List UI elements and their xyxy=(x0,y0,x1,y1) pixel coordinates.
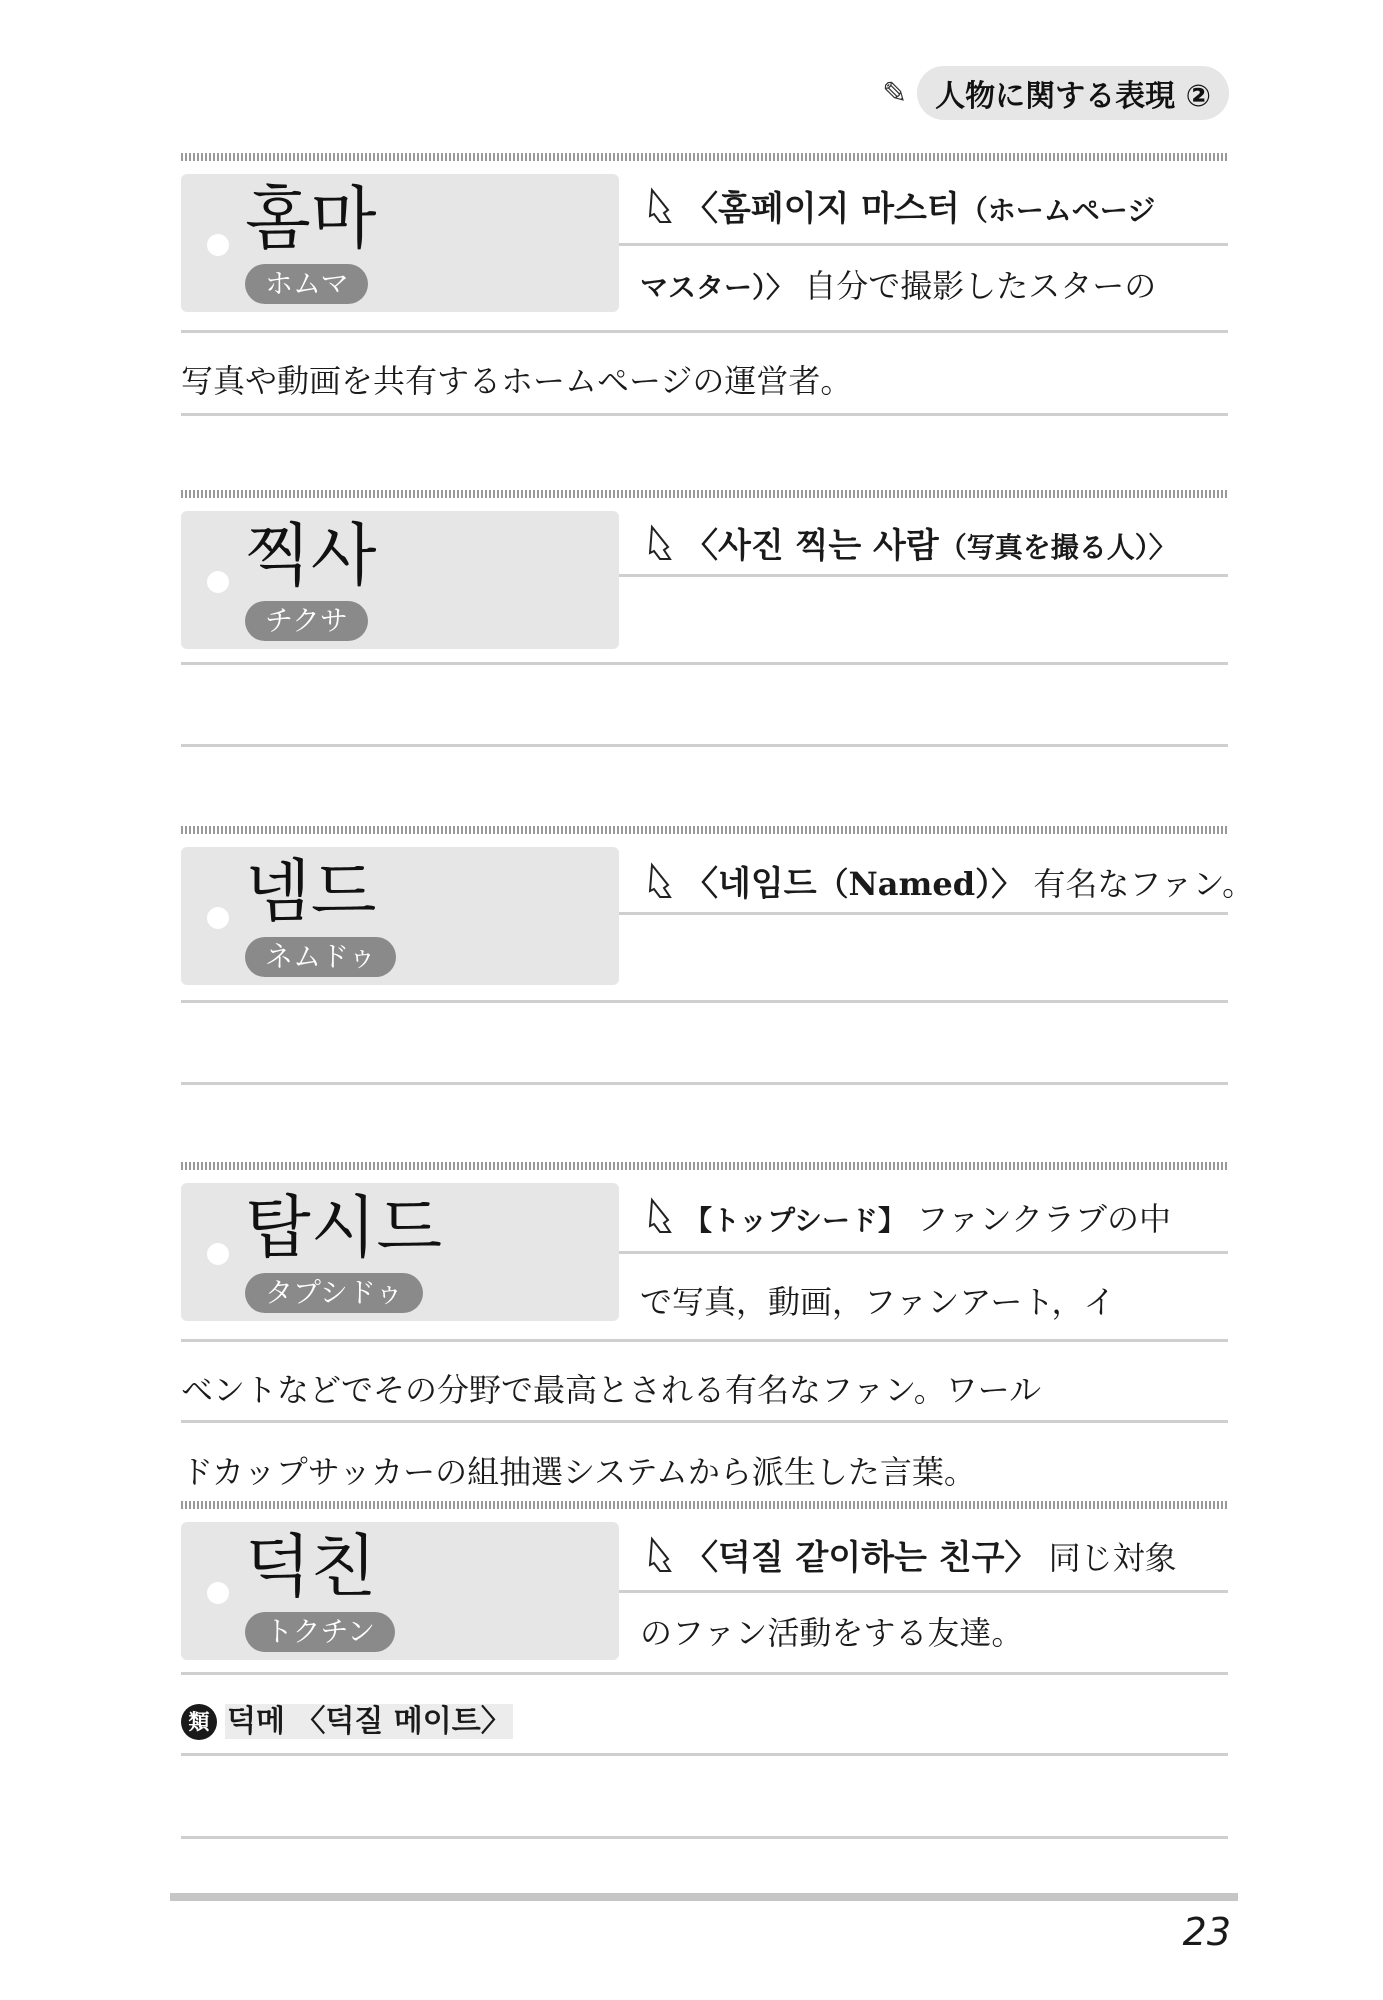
rule-line xyxy=(619,243,1228,246)
entry-origin-line xyxy=(640,186,1155,231)
entry-term: 찍사 xyxy=(245,517,377,596)
rule-line xyxy=(181,1420,1228,1423)
definition-text: 同じ対象 xyxy=(1048,1539,1177,1577)
entry-term-box xyxy=(181,1183,619,1321)
entry-origin-line xyxy=(640,861,1254,904)
origin-japanese: マスター）〉 xyxy=(640,271,795,304)
entry-divider xyxy=(181,490,1228,498)
entry-term: 넴드 xyxy=(245,853,377,932)
rule-line xyxy=(181,1672,1228,1675)
pencil-icon: ✎ xyxy=(882,75,908,111)
rule-line xyxy=(181,413,1228,416)
rule-line xyxy=(619,574,1228,577)
entry-term: 덕친 xyxy=(245,1528,377,1607)
entry-divider xyxy=(181,153,1228,161)
related-term-line xyxy=(181,1700,513,1742)
rule-line xyxy=(619,1251,1228,1254)
related-term: 덕메 〈덕질 메이트〉 xyxy=(227,1704,511,1739)
entry-term-box xyxy=(181,1522,619,1660)
entry-reading: チクサ xyxy=(245,601,368,641)
entry-reading: トクチン xyxy=(245,1612,395,1652)
chapter-title: 人物に関する表現 ② xyxy=(917,66,1229,120)
origin-korean: 〈네임드 xyxy=(684,864,817,904)
pointing-finger-icon xyxy=(640,523,680,563)
pointing-finger-icon xyxy=(640,1535,680,1575)
origin-english: （Named）〉 xyxy=(816,865,1024,903)
definition-text: ファンクラブの中 xyxy=(916,1200,1171,1238)
origin-korean: 〈홈페이지 마스터 xyxy=(684,189,960,229)
entry-definition-line xyxy=(640,266,1156,308)
rule-line xyxy=(181,662,1228,665)
definition-text: で写真，動画，ファンアート，イ xyxy=(640,1283,1116,1321)
chapter-header xyxy=(882,66,1229,120)
page-number: 23 xyxy=(1182,1910,1231,1954)
origin-japanese: （写真を撮る人）〉 xyxy=(938,531,1177,564)
entry-term: 탑시드 xyxy=(245,1189,443,1268)
bullet-dot xyxy=(207,234,229,256)
definition-text: ベントなどでその分野で最高とされる有名なファン。ワール xyxy=(181,1371,1042,1409)
entry-term-box xyxy=(181,511,619,649)
rule-line xyxy=(181,1339,1228,1342)
pointing-finger-icon xyxy=(640,861,680,901)
definition-text: 写真や動画を共有するホームページの運営者。 xyxy=(181,362,853,400)
bullet-dot xyxy=(207,571,229,593)
entry-reading: タプシドゥ xyxy=(245,1273,423,1313)
pointing-finger-icon xyxy=(640,186,680,226)
related-badge: 類 xyxy=(181,1704,217,1740)
entry-divider xyxy=(181,1162,1228,1170)
definition-text: 自分で撮影したスターの xyxy=(804,267,1157,305)
entry-origin-line xyxy=(640,1196,1171,1241)
rule-line xyxy=(181,1000,1228,1003)
bullet-dot xyxy=(207,1582,229,1604)
entry-origin-line xyxy=(640,1535,1177,1578)
bullet-dot xyxy=(207,1243,229,1265)
rule-line xyxy=(181,330,1228,333)
entry-term-box xyxy=(181,174,619,312)
definition-text: のファン活動をする友達。 xyxy=(640,1614,1024,1652)
pointing-finger-icon xyxy=(640,1196,680,1236)
bullet-dot xyxy=(207,907,229,929)
definition-text: 有名なファン。 xyxy=(1033,865,1255,903)
entry-reading: ホムマ xyxy=(245,264,368,304)
origin-korean: 〈사진 찍는 사람 xyxy=(684,526,939,566)
footer-bar xyxy=(170,1893,1238,1901)
origin-japanese: 【トップシード】 xyxy=(684,1204,907,1237)
entry-term: 홈마 xyxy=(245,180,377,259)
entry-origin-line xyxy=(640,523,1177,568)
origin-japanese: （ホームページ xyxy=(959,194,1156,227)
definition-text: ドカップサッカーの組抽選システムから派生した言葉。 xyxy=(181,1453,976,1491)
rule-line xyxy=(619,1590,1228,1593)
rule-line xyxy=(181,1753,1228,1756)
rule-line xyxy=(619,912,1228,915)
entry-reading: ネムドゥ xyxy=(245,937,396,977)
entry-divider xyxy=(181,1501,1228,1509)
entry-divider xyxy=(181,826,1228,834)
rule-line xyxy=(181,1836,1228,1839)
rule-line xyxy=(181,744,1228,747)
rule-line xyxy=(181,1082,1228,1085)
origin-korean: 〈덕질 같이하는 친구〉 xyxy=(684,1538,1039,1578)
entry-term-box xyxy=(181,847,619,985)
